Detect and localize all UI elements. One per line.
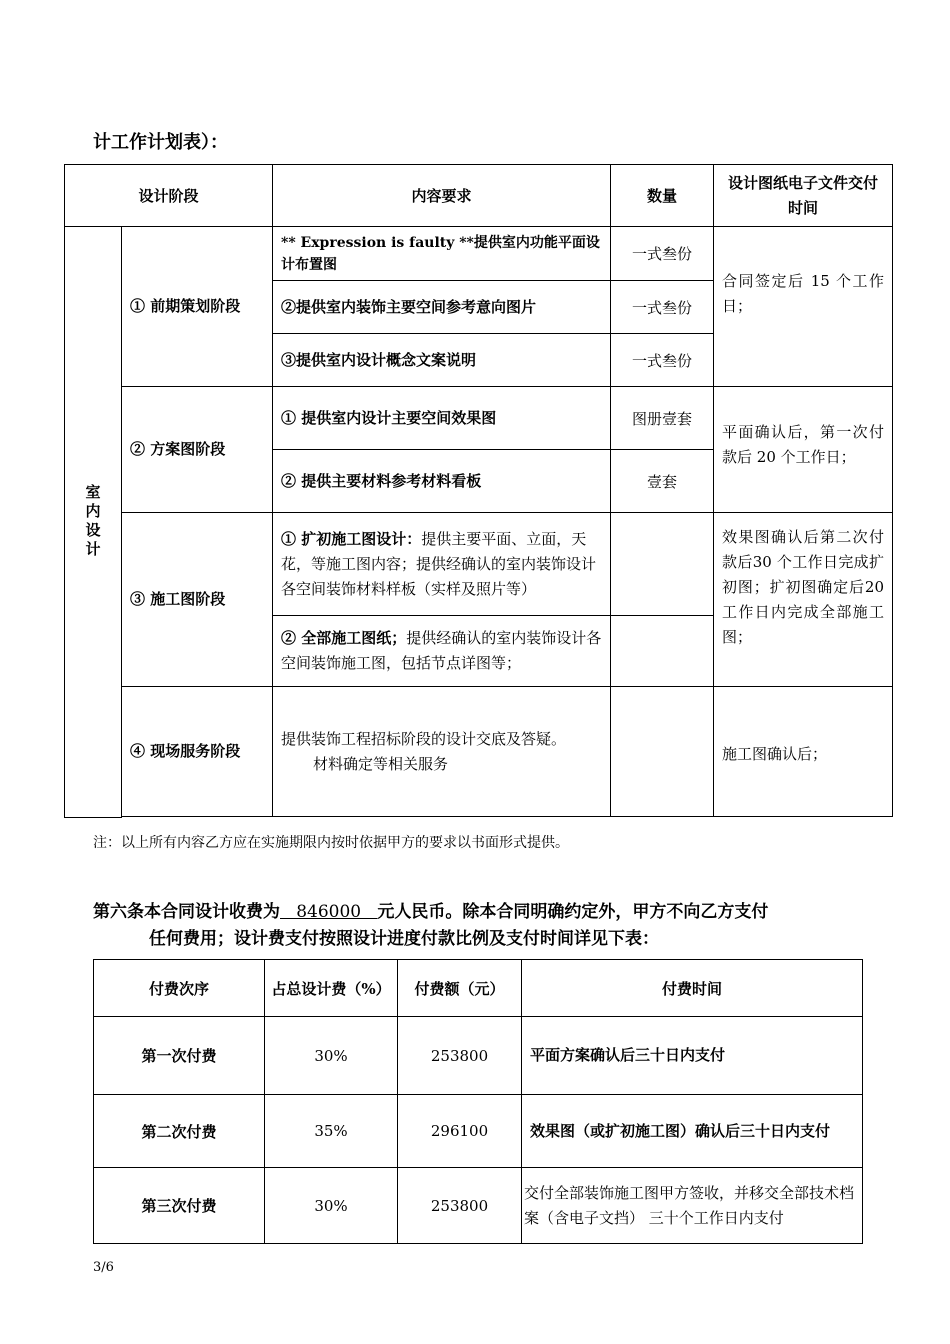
stage-3-row-2-qty <box>611 616 714 687</box>
header-delivery-time: 设计图纸电子文件交付时间 <box>714 165 893 227</box>
header-content: 内容要求 <box>273 165 611 227</box>
pay-row-3-order: 第三次付费 <box>94 1168 265 1244</box>
stage-1-name: ① 前期策划阶段 <box>122 227 273 387</box>
pay-row-2-percent: 35% <box>265 1095 398 1168</box>
fee-amount: 846000 <box>280 902 378 922</box>
design-plan-table <box>64 164 893 818</box>
stage-3-name: ③ 施工图阶段 <box>122 513 273 687</box>
pay-row-2-amount: 296100 <box>398 1095 522 1168</box>
group-label-cell <box>65 227 122 818</box>
table-note: 注：以上所有内容乙方应在实施期限内按时依据甲方的要求以书面形式提供。 <box>93 835 569 851</box>
stage-1-row-3-qty: 一式叁份 <box>611 334 714 387</box>
pay-row-1-amount: 253800 <box>398 1017 522 1095</box>
stage-3-time: 效果图确认后第二次付款后30 个工作日完成扩初图；扩初图确定后20工作日内完成全部施工图； <box>714 513 893 687</box>
pay-row-1-percent: 30% <box>265 1017 398 1095</box>
section-heading: 计工作计划表）： <box>93 132 228 153</box>
stage-1-row-2-qty: 一式叁份 <box>611 281 714 334</box>
stage-4-name: ④ 现场服务阶段 <box>122 687 273 817</box>
pay-row-1-order: 第一次付费 <box>94 1017 265 1095</box>
pay-row-2-time: 效果图（或扩初施工图）确认后三十日内支付 <box>522 1095 863 1168</box>
header-stage: 设计阶段 <box>65 165 273 227</box>
pay-header-amount: 付费额（元） <box>398 960 522 1017</box>
stage-2-time: 平面确认后，第一次付款后 20 个工作日； <box>714 387 893 513</box>
stage-4-row-1-qty <box>611 687 714 817</box>
pay-row-3-time: 交付全部装饰施工图甲方签收，并移交全部技术档案（含电子文挡） 三十个工作日内支付 <box>522 1168 863 1244</box>
stage-2-row-1-qty: 图册壹套 <box>611 387 714 450</box>
article-six: 第六条本合同设计收费为 846000 元人民币。除本合同明确约定外，甲方不向乙方支付 任何费用；设计费支付按照设计进度付款比例及支付时间详见下表： <box>93 902 769 949</box>
page-number: 3/6 <box>93 1260 114 1275</box>
stage-2-row-2-content: ② 提供主要材料参考材料看板 <box>273 450 611 513</box>
pay-header-percent: 占总设计费（%） <box>265 960 398 1017</box>
stage-3-row-1-qty <box>611 513 714 616</box>
stage-1-row-1-qty: 一式叁份 <box>611 227 714 281</box>
stage-2-row-2-qty: 壹套 <box>611 450 714 513</box>
stage-1-row-2-content: ②提供室内装饰主要空间参考意向图片 <box>273 281 611 334</box>
pay-row-2-order: 第二次付费 <box>94 1095 265 1168</box>
group-label: 室内设计 <box>83 483 102 560</box>
pay-header-order: 付费次序 <box>94 960 265 1017</box>
stage-1-time: 合同签定后 15 个工作日； <box>714 227 893 387</box>
stage-1-row-3-content: ③提供室内设计概念文案说明 <box>273 334 611 387</box>
stage-4-row-1-content: 提供装饰工程招标阶段的设计交底及答疑。 材料确定等相关服务 <box>273 687 611 817</box>
stage-4-time: 施工图确认后； <box>714 687 893 817</box>
payment-table <box>93 959 863 1244</box>
stage-1-row-1-content: ** Expression is faulty **提供室内功能平面设计布置图 <box>273 227 611 281</box>
stage-2-row-1-content: ① 提供室内设计主要空间效果图 <box>273 387 611 450</box>
pay-row-3-percent: 30% <box>265 1168 398 1244</box>
stage-3-row-2-content: ② 全部施工图纸；提供经确认的室内装饰设计各空间装饰施工图，包括节点详图等； <box>273 616 611 687</box>
stage-2-name: ② 方案图阶段 <box>122 387 273 513</box>
stage-3-row-1-content: ① 扩初施工图设计：提供主要平面、立面，天花，等施工图内容；提供经确认的室内装饰设计各空间装饰材料样板（实样及照片等） <box>273 513 611 616</box>
pay-header-time: 付费时间 <box>522 960 863 1017</box>
pay-row-3-amount: 253800 <box>398 1168 522 1244</box>
pay-row-1-time: 平面方案确认后三十日内支付 <box>522 1017 863 1095</box>
header-quantity: 数量 <box>611 165 714 227</box>
